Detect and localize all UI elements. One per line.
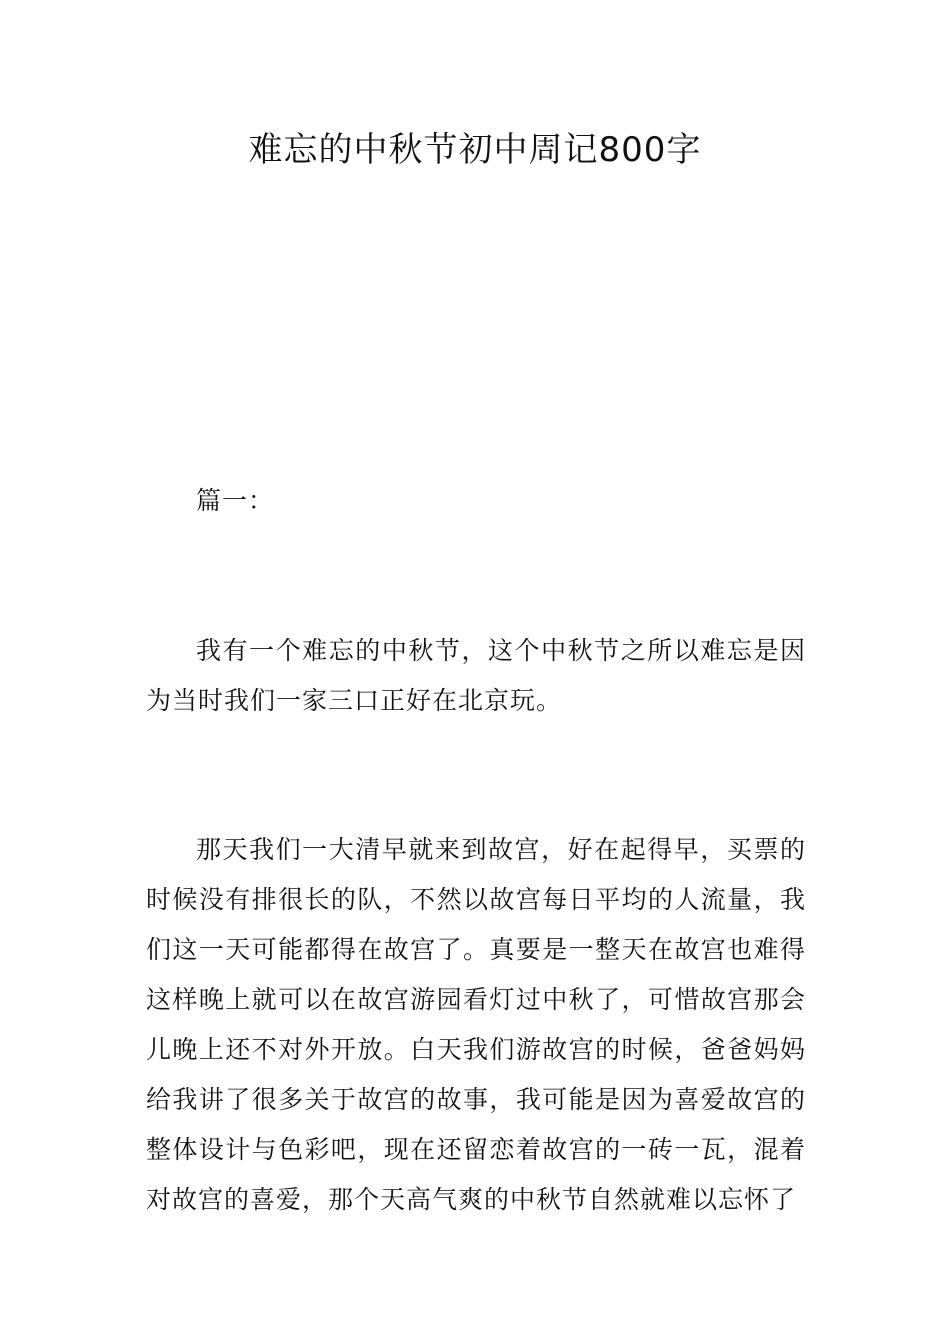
section-heading: 篇一： [196,486,275,515]
paragraph-2: 那天我们一大清早就来到故宫，好在起得早，买票的时候没有排很长的队，不然以故宫每日平均的人流量，我们这一天可能都得在故宫了。真要是一整天在故宫也难得这样晚上就可以在故宫游园看灯过中秋了，可惜故宫那会儿晚上还不对外开放。白天我们游故宫的时候，爸爸妈妈给我讲了很多关于故宫的故事，我可能是因为喜爱故宫的整体设计与色彩吧，现在还留恋着故宫的一砖一瓦，混着对故宫的喜爱，那个天高气爽的中秋节自然就难以忘怀了 [146,835,806,1214]
paragraph-1: 我有一个难忘的中秋节，这个中秋节之所以难忘是因为当时我们一家三口正好在北京玩。 [146,636,806,715]
document-title: 难忘的中秋节初中周记800字 [248,130,702,170]
